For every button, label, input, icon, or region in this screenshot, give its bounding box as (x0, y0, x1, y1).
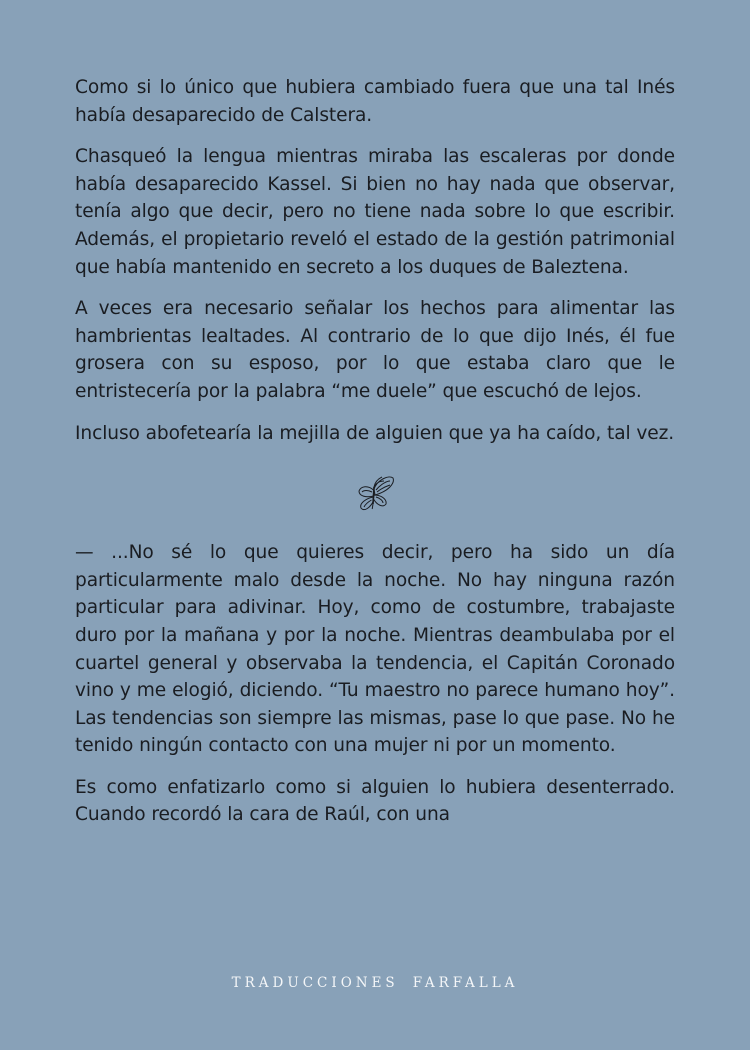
section-separator (75, 473, 675, 517)
footer-credit (0, 975, 750, 991)
footer-word-2: FARFALLA (412, 975, 519, 991)
paragraph-1: Como si lo único que hubiera cambiado fuera que una tal Inés había desaparecido de Calstera. (75, 77, 675, 126)
paragraph-6: Es como enfatizarlo como si alguien lo hubiera desenterrado. Cuando recordó la cara de Raúl, con una (75, 776, 675, 826)
footer-word-1: TRADUCCIONES (231, 975, 399, 991)
butterfly-icon (353, 473, 397, 517)
paragraph-3: A veces era necesario señalar los hechos para alimentar las hambrientas lealtades. Al contrario de lo que dijo Inés, él fue grosera con su esposo, por lo que estaba claro que le entristecería por la palabra “me duele” que escuchó de lejos. (75, 298, 675, 402)
document-body (75, 74, 675, 843)
paragraph-4: Incluso abofetearía la mejilla de alguien que ya ha caído, tal vez. (75, 422, 675, 444)
paragraph-5: — ...No sé lo que quieres decir, pero ha sido un día particularmente malo desde la noche. No hay ninguna razón particular para adivinar. Hoy, como de costumbre, trabajaste duro por la mañana y por la noche. Mientras deambulaba por el cuartel general y observaba la tendencia, el Capitán Coronado vino y me elogió, diciendo. “Tu maestro no parece humano hoy”. Las tendencias son siempre las mismas, pase lo que pase. No he tenido ningún contacto con una mujer ni por un momento. (75, 542, 675, 757)
paragraph-2: Chasqueó la lengua mientras miraba las escaleras por donde había desaparecido Kassel. Si bien no hay nada que observar, tenía algo que decir, pero no tiene nada sobre lo que escribir. Además, el propietario reveló el estado de la gestión patrimonial que había mantenido en secreto a los duques de Baleztena. (75, 146, 675, 278)
